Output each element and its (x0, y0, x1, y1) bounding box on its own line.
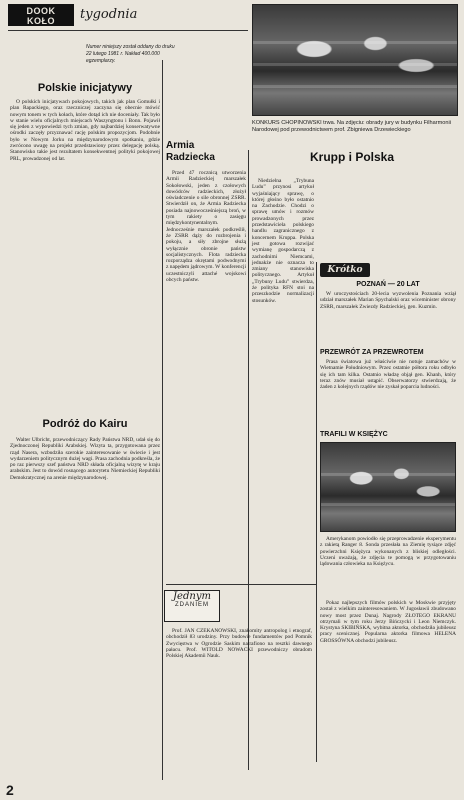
article-body (166, 170, 246, 283)
article-body-krupp (252, 178, 314, 305)
article-body (320, 359, 456, 390)
article-armia (166, 140, 246, 284)
logo (8, 4, 74, 26)
article-polskie (10, 82, 160, 163)
article-paragraph: W uroczystościach 20-lecia wyzwolenia Poznania wziął udział marszałek Marian Spychalski oraz wiceminister obrony ZSRR, marszałek Zwiezdy Radzieckiej, gen. Kuzmin. (320, 291, 456, 310)
section-rule (166, 584, 316, 585)
column-rule (248, 150, 249, 770)
photo-caption: KONKURS CHOPINOWSKI trwa. Na zdjęciu: obrady jury w budynku Filharmonii Narodowej pod przewodnictwem prof. Zbigniewa Drzewieckiego (252, 120, 451, 133)
article-right-bottom (320, 600, 456, 645)
krotko-badge: Krótko (320, 263, 370, 277)
article-title: POZNAŃ — 20 LAT (356, 281, 420, 288)
article-title: Podróż do Kairu (42, 418, 128, 430)
article-title: PRZEWRÓT ZA PRZEWROTEM (320, 349, 424, 356)
masthead-rule (8, 30, 248, 31)
jednym-zdaniem-box (164, 590, 220, 622)
article-paragraph: O polskich inicjatywach pokojowych, takich jak plan Gomułki i plan Rapackiego, oraz rzeczniczej zaczyna się obecnie mówić nowym tonem w tych kołach, które dotąd ich nie doceniały. Tak było w stanie wielu oficjalnych miejscach Waszyngtonu i Bonn. Pojawił się jeden z wypowiedzi tych zmian, gdy najbardziej konserwatywne ośrodki zaczęły przyznawać rację polskim propozycjom. Podobnie było w Nowym Jorku na międzynarodowym spotkaniu, gdzie zwrócono uwagę na projekt przedstawiony przez delegację polską. Stanowisko takie jest rezultatem konsekwentnej polityki pokojowej PRL, prowadzonej od lat. (10, 99, 160, 162)
masthead (8, 4, 148, 30)
article-title: Armia Radziecka (166, 140, 215, 163)
column-rule (162, 60, 163, 780)
section-title: tygodnia (80, 7, 138, 22)
logo-line-1: DOOK (26, 6, 56, 16)
article-paragraph: Prasa światowa już właściwie nie notuje zamachów w Wietnamie Południowym. Przez ostatnie półtora roku odbyło się ich tam kilka. Ostatnio władzę objął gen. Khanh, który teraz znów musiał ustąpić. Obserwatorzy stwierdzają, że żaden z kolejnych rządów nie zyskał poparcia ludności. (320, 359, 456, 391)
page-number: 2 (6, 782, 14, 798)
jednym-label-2: ZDANIEM (175, 602, 209, 608)
column-rule (316, 262, 317, 762)
article-jednym (166, 628, 312, 660)
photo-moon (320, 442, 456, 532)
logo-line-2: KOŁO (27, 16, 55, 26)
article-paragraph: Niedzielna „Trybuna Ludu” przynosi artykuł wyjaśniający sprawę, o której głośno było ostatnio na Zachodzie. Chodzi o sprawę umów i rozmów prowadzonych przez przedstawiciela polskiego handlu zagranicznego z koncernem Kruppa. Polska jest gotowa rozwijać wymianę gospodarczą z zachodnimi Niemcami, jednakże nie oznacza to zmiany stanowiska politycznego. Artykuł „Trybuny Ludu” stwierdza, że polityka RFN stoi na przeszkodzie normalizacji stosunków. (252, 178, 314, 304)
article-body (10, 99, 160, 162)
article-body (10, 437, 160, 481)
article-trafili (320, 430, 456, 568)
article-paragraph: Przed 47 rocznicą utworzenia Armii Radzieckiej marszałek Sokołowski, jeden z czołowych dowódców radzieckich, złożył oświadczenie o sile obronnej ZSRR. Stwierdził on, że Armia Radziecka posiada najnowocześniejszą broń, w tym rakiety o zasięgu międzykontynentalnym. Jednocześnie marszałek podkreślił, że ZSRR dąży do rozbrojenia i pokoju, a siły zbrojne służą wyłącznie obronie państw socjalistycznych. Flota radziecka rozporządza okrętami podwodnymi z napędem jądrowym. W konferencji uczestniczyli attaché wojskowi obcych państw. (166, 170, 246, 284)
article-krupp (252, 150, 452, 170)
photo-konkurs (252, 4, 458, 116)
article-kair (10, 418, 160, 482)
article-poznan (320, 280, 456, 311)
article-body (320, 536, 456, 567)
article-body (320, 291, 456, 310)
article-paragraph: Pokaz najlepszych filmów polskich w Moskwie przyjęty został z wielkim zainteresowaniem. W Jugosławii zbudowano nowy most przez Dunaj. Nagrody ZŁOTEGO EKRANU otrzymali w tym roku Jerzy Bińczycki i Leon Niemczyk. Krystyna SKIBIŃSKA, wybitna aktorka, obchodziła jubileusz pracy scenicznej. Popularna aktorka filmowa HELENA GROSSÓWNA obchodzi jubileusz. (320, 600, 456, 644)
article-przewrot (320, 348, 456, 391)
jednym-label-1: Jednym (173, 591, 211, 602)
article-title: TRAFILI W KSIĘŻYC (320, 431, 388, 438)
article-paragraph: Amerykanom powiodło się przeprowadzenie eksperymentu z rakietą Ranger 8. Sonda przesłała na Ziemię tysiące zdjęć powierzchni Księżyca wykonanych z bliskiej odległości. Uczeni uważają, że zdjęcia te pomogą w przygotowaniu lądowania człowieka na Księżycu. (320, 536, 456, 568)
article-title: Krupp i Polska (309, 150, 395, 164)
article-paragraph: Prof. JAN CZEKANOWSKI, znakomity antropolog i etnograf, obchodził 83 urodziny. Przy budowie fundamentów pod Pomnik Zwycięstwa w Ogrodzie Saskim natrafiono na resztki dawnego pałacu. Prof. WITOLD NOWACKI przewodniczy obradom Polskiej Akademii Nauk. (166, 628, 312, 660)
article-paragraph: Walter Ulbricht, przewodniczący Rady Państwa NRD, udał się do Zjednoczonej Republiki Arabskiej. Wizyta ta, przygotowana przez rząd Nasera, wzbudziła szerokie zainteresowanie w świecie i jest wydarzeniem politycznym dużej wagi. Prasa zachodnia podkreśla, że po raz pierwszy szef państwa NRD składa oficjalną wizytę w kraju arabskim. Jest to dowód rosnącego autorytetu Niemieckiej Republiki Demokratycznej na arenie międzynarodowej. (10, 437, 160, 481)
article-title: Polskie inicjatywy (37, 82, 133, 94)
edition-note: Numer niniejszy został oddany do druku 22 lutego 1981 r. Nakład 400.000 egzemplarzy. (86, 44, 175, 64)
